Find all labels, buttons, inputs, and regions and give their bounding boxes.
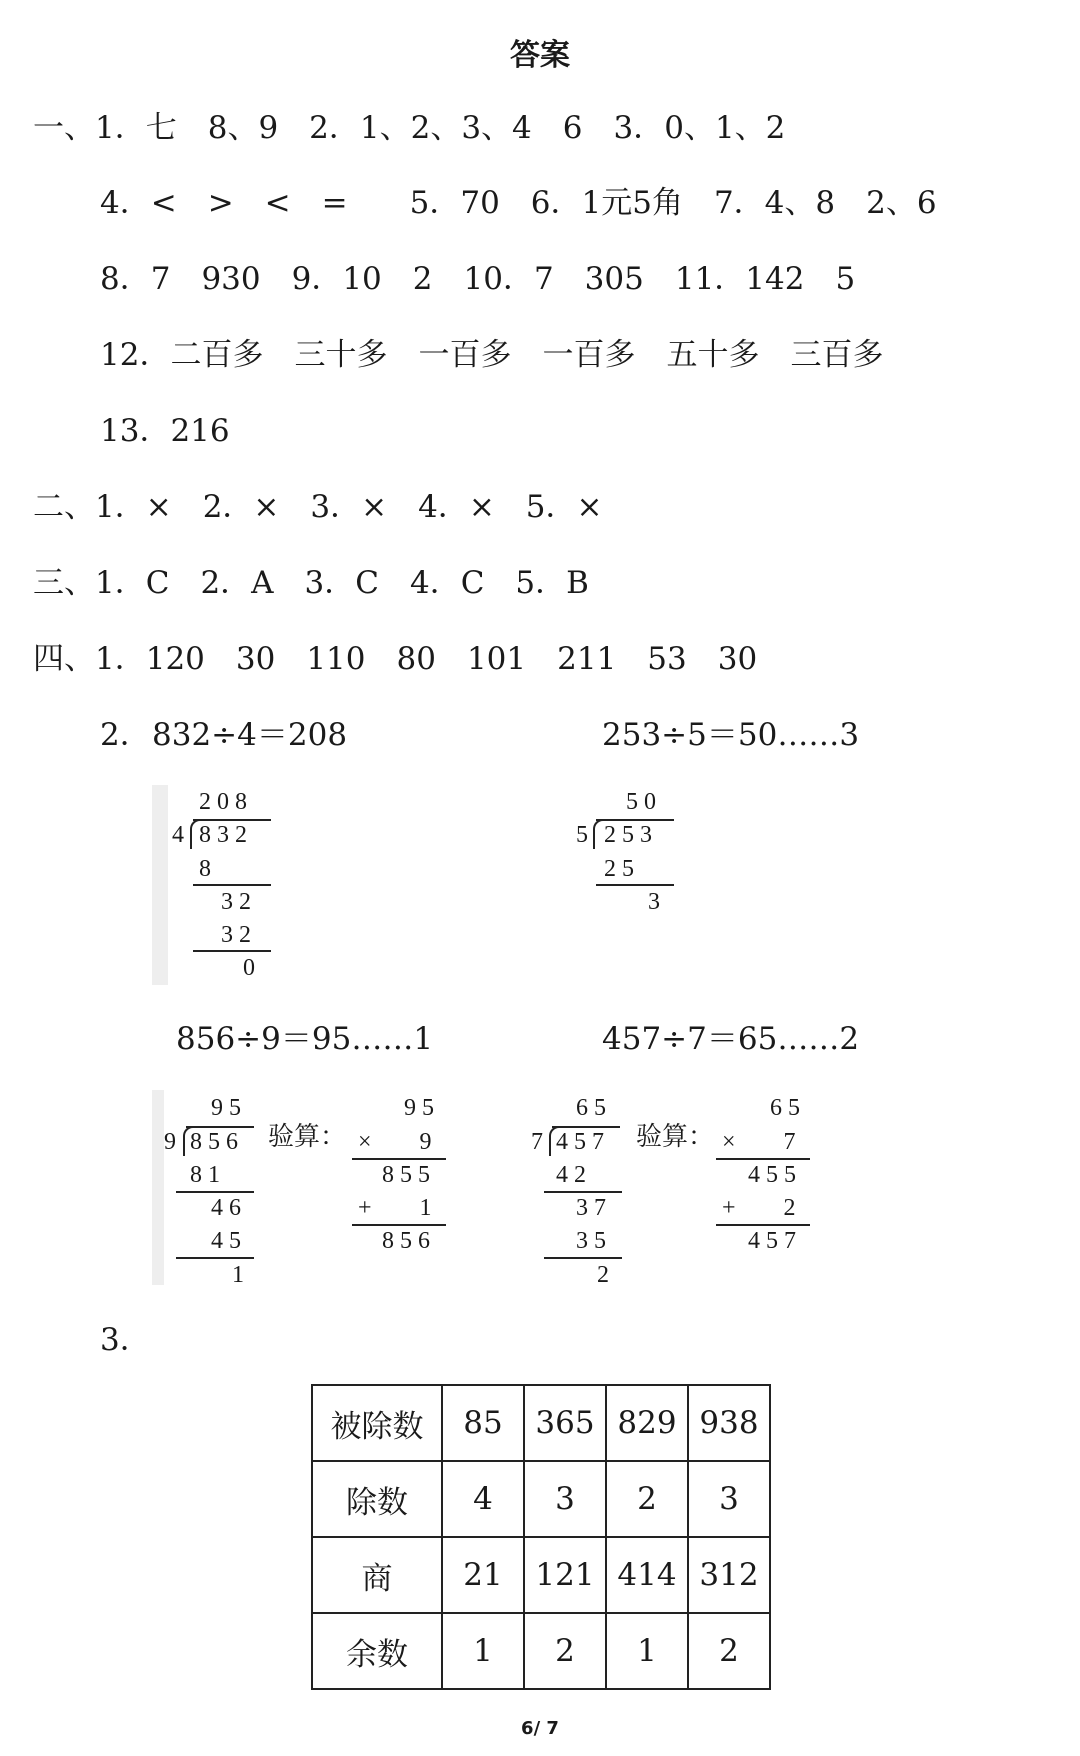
step-line [544,1257,622,1259]
table-cell: 2 [688,1613,770,1689]
step-value: 25 [604,856,640,882]
step-value: 2 [597,1262,615,1288]
step-value: 32 [221,889,257,915]
check-product: 455 [748,1162,802,1188]
answer-line-2: 4．< > < = 5．70 6．1元5角 7．4、8 2、6 [100,185,937,221]
part4-2-label: 2． [100,717,151,753]
check-sum: 457 [748,1228,802,1254]
equation-4: 457÷7＝65……2 [602,1021,860,1057]
divisor: 9 [164,1129,182,1155]
check-addend: + 1 [358,1195,438,1221]
equation-3: 856÷9＝95……1 [176,1021,434,1057]
divisor: 5 [576,822,594,848]
table-row [312,1461,770,1537]
page-title: 答案 [510,38,570,73]
answer-line-7: 三、1．C 2．A 3．C 4．C 5．B [33,565,589,601]
step-value: 1 [232,1262,250,1288]
division-bracket [593,819,603,849]
table-cell: 829 [606,1385,688,1461]
step-line [193,884,271,886]
table-cell: 21 [442,1537,524,1613]
equation-1: 832÷4＝208 [152,717,348,753]
table-cell: 365 [524,1385,606,1461]
step-value: 37 [576,1195,612,1221]
scan-shadow [152,1090,164,1285]
check-multiplier: × 9 [358,1129,438,1155]
step-value: 45 [211,1228,247,1254]
dividend: 253 [604,822,658,848]
table-cell: 3 [688,1461,770,1537]
step-value: 35 [576,1228,612,1254]
step-value: 46 [211,1195,247,1221]
answer-line-6: 二、1．× 2．× 3．× 4．× 5．× [33,489,603,525]
table-cell: 1 [606,1613,688,1689]
divisor: 7 [531,1129,549,1155]
quotient: 65 [576,1095,612,1121]
step-value: 8 [199,856,217,882]
step-line [176,1191,254,1193]
dividend: 856 [190,1129,244,1155]
table-row [312,1537,770,1613]
table-cell: 4 [442,1461,524,1537]
check-sum: 856 [382,1228,436,1254]
table-cell: 2 [606,1461,688,1537]
step-value: 3 [648,889,666,915]
page-number: 6/ 7 [521,1718,559,1739]
table-cell: 85 [442,1385,524,1461]
step-value: 42 [556,1162,592,1188]
check-label: 验算： [268,1122,347,1152]
check-line [716,1224,810,1226]
step-line [193,950,271,952]
table-cell: 3 [524,1461,606,1537]
check-line [716,1158,810,1160]
equation-2: 253÷5＝50……3 [602,717,860,753]
divisor: 4 [172,822,190,848]
table-cell: 121 [524,1537,606,1613]
check-factor: 65 [770,1095,806,1121]
row-header: 除数 [312,1461,442,1537]
step-value: 81 [190,1162,226,1188]
table-cell: 1 [442,1613,524,1689]
part4-3-label: 3． [100,1322,151,1358]
scan-shadow [152,785,168,985]
row-header: 余数 [312,1613,442,1689]
check-line [352,1224,446,1226]
check-factor: 95 [404,1095,440,1121]
table-row [312,1385,770,1461]
quotient: 208 [199,789,253,815]
table-cell: 938 [688,1385,770,1461]
table-cell: 312 [688,1537,770,1613]
check-addend: + 2 [722,1195,802,1221]
step-line [596,884,674,886]
table-cell: 2 [524,1613,606,1689]
check-product: 855 [382,1162,436,1188]
table-cell: 414 [606,1537,688,1613]
dividend: 832 [199,822,253,848]
answer-line-5: 13．216 [100,413,230,449]
step-value: 32 [221,922,257,948]
quotient: 50 [626,789,662,815]
row-header: 被除数 [312,1385,442,1461]
answer-line-4: 12．二百多 三十多 一百多 一百多 五十多 三百多 [100,337,884,373]
step-line [544,1191,622,1193]
quotient: 95 [211,1095,247,1121]
dividend: 457 [556,1129,610,1155]
table-row [312,1613,770,1689]
check-multiplier: × 7 [722,1129,802,1155]
answer-line-8: 四、1．120 30 110 80 101 211 53 30 [33,641,758,677]
row-header: 商 [312,1537,442,1613]
check-label: 验算： [636,1122,715,1152]
division-results-table [311,1384,771,1690]
step-value: 0 [243,955,261,981]
check-line [352,1158,446,1160]
step-line [176,1257,254,1259]
answer-line-3: 8．7 930 9．10 2 10．7 305 11．142 5 [100,261,856,297]
answer-line-1: 一、1．七 8、9 2．1、2、3、4 6 3．0、1、2 [33,110,786,146]
